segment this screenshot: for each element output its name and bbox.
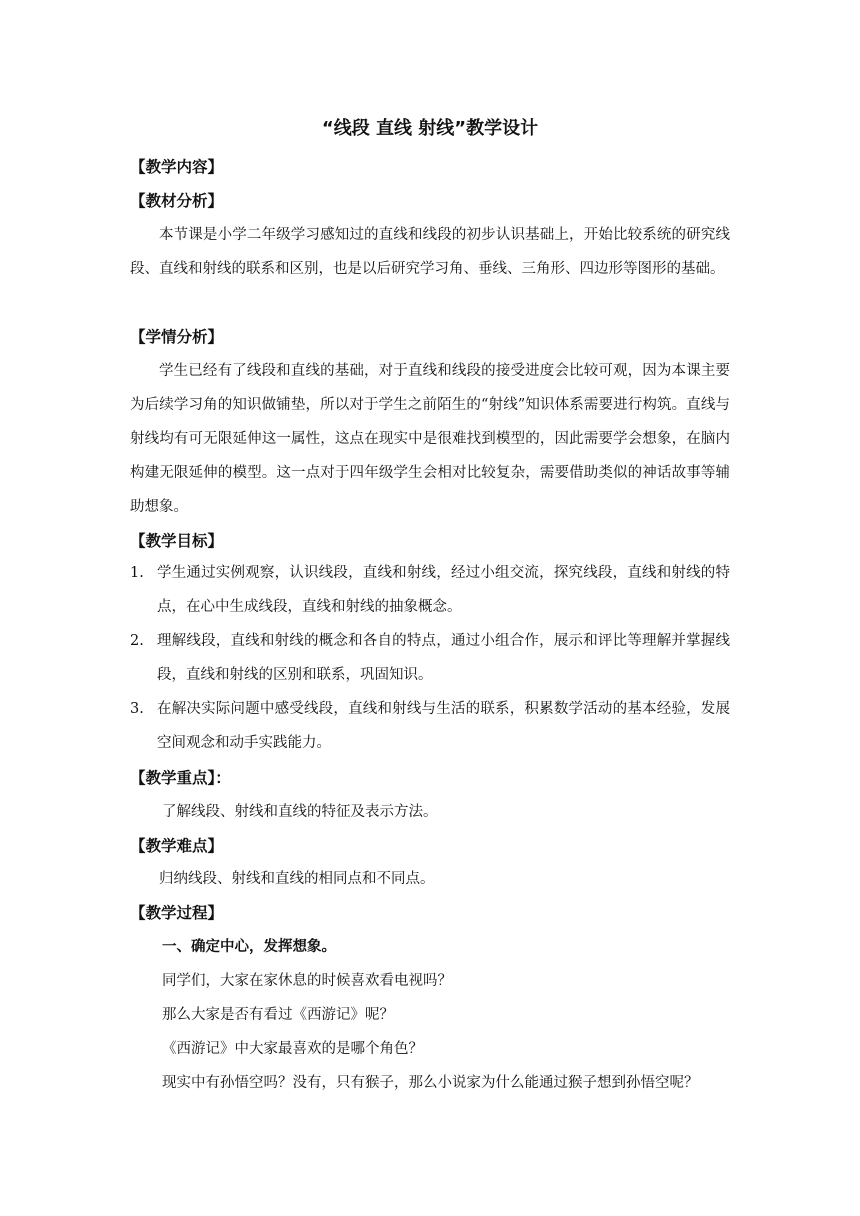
- process-line: 《西游记》中大家最喜欢的是哪个角色？: [162, 1041, 423, 1057]
- key-points-text: 了解线段、射线和直线的特征及表示方法。: [162, 804, 438, 820]
- goal-item: [130, 624, 730, 692]
- goal-text: 在解决实际问题中感受线段，直线和射线与生活的联系，积累数学活动的基本经验，发展空间观念和动手实践能力。: [157, 701, 730, 751]
- goal-number: 3.: [130, 701, 144, 717]
- document-title: “线段 直线 射线”教学设计: [321, 118, 539, 139]
- material-analysis-text: 本节课是小学二年级学习感知过的直线和线段的初步认识基础上，开始比较系统的研究线段、直线和射线的联系和区别，也是以后研究学习角、垂线、三角形、四边形等图形的基础。: [130, 227, 730, 277]
- difficulties-text: 归纳线段、射线和直线的相同点和不同点。: [159, 871, 435, 887]
- heading-student-analysis: 【学情分析】: [130, 328, 224, 346]
- heading-teaching-content: 【教学内容】: [130, 158, 224, 176]
- heading-material-analysis: 【教材分析】: [130, 192, 224, 210]
- goal-text: 学生通过实例观察，认识线段，直线和射线，经过小组交流，探究线段，直线和射线的特点，在心中生成线段，直线和射线的抽象概念。: [157, 565, 730, 615]
- goal-number: 2.: [130, 633, 144, 649]
- heading-difficulties: 【教学难点】: [130, 837, 224, 855]
- heading-key-points: 【教学重点】：: [130, 769, 231, 787]
- goal-item: [130, 556, 730, 624]
- process-line: 那么大家是否有看过《西游记》呢？: [162, 1007, 394, 1023]
- goal-item: [130, 692, 730, 760]
- student-analysis-text: 学生已经有了线段和直线的基础，对于直线和线段的接受进度会比较可观，因为本课主要为后续学习角的知识做铺垫，所以对于学生之前陌生的“射线”知识体系需要进行构筑。直线与射线均有可无限延伸这一属性，这点在现实中是很难找到模型的，因此需要学会想象，在脑内构建无限延伸的模型。这一点对于四年级学生会相对比较复杂，需要借助类似的神话故事等辅助想象。: [130, 363, 730, 515]
- heading-teaching-goals: 【教学目标】: [130, 532, 224, 550]
- goals-list: [130, 556, 730, 760]
- process-line: 现实中有孙悟空吗？没有，只有猴子，那么小说家为什么能通过猴子想到孙悟空呢？: [162, 1075, 699, 1091]
- goal-text: 理解线段，直线和射线的概念和各自的特点，通过小组合作，展示和评比等理解并掌握线段，直线和射线的区别和联系，巩固知识。: [157, 633, 730, 683]
- heading-teaching-process: 【教学过程】: [130, 904, 224, 922]
- process-step-title: 一、确定中心，发挥想象。: [162, 939, 336, 955]
- process-line: 同学们，大家在家休息的时候喜欢看电视吗？: [162, 973, 452, 989]
- goal-number: 1.: [130, 565, 144, 581]
